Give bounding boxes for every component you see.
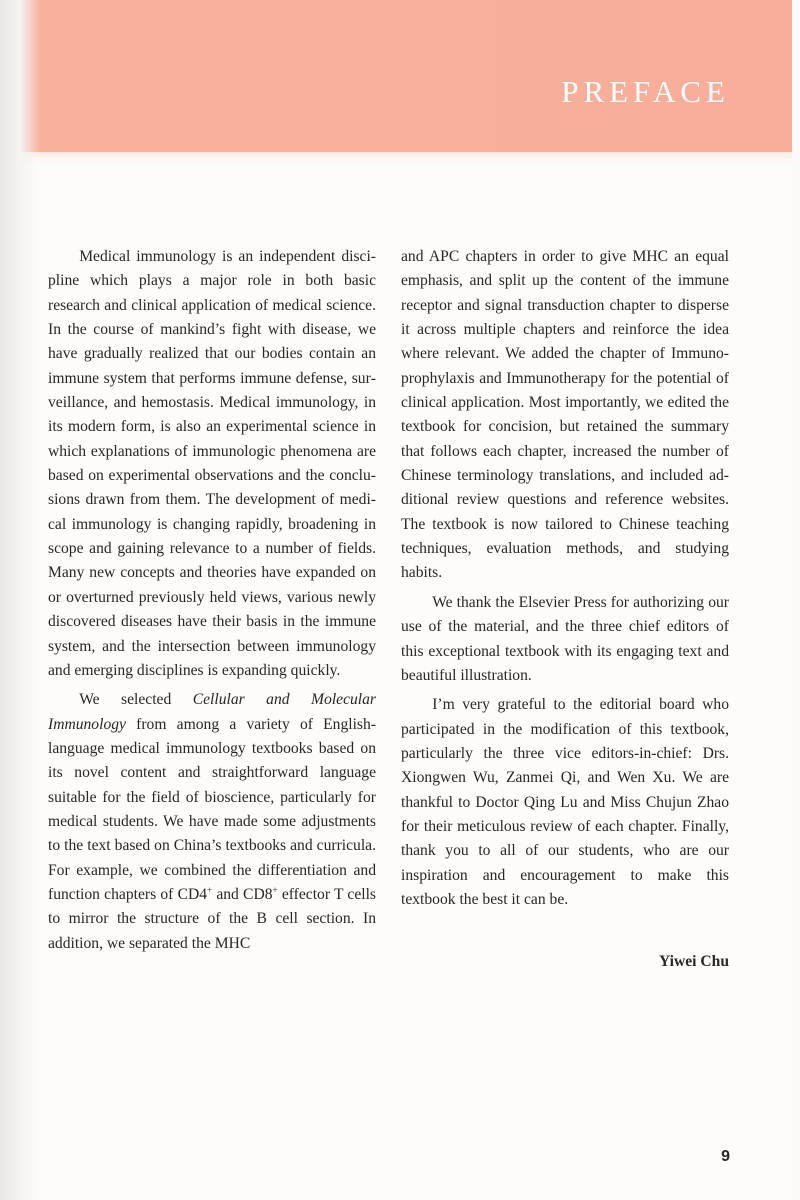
superscript-plus: +: [207, 884, 213, 895]
text-run: from among a variety of English-language medical immunology textbooks based on its novel content and straightforward language suitable for the field of bioscience, particularly for medical students. We have made some adjustments to the text based on China’s textbooks and curricula. For example, we combined the differentiation and function chapters of CD4: [48, 715, 376, 903]
text-run: and CD8: [212, 885, 273, 903]
author-signature: Yiwei Chu: [658, 953, 729, 971]
paragraph-textbook-selection: [48, 688, 376, 956]
book-title: Cellular and Molecular Immunology: [48, 691, 376, 733]
text-run: effector T cells to mirror the structure of the B cell section. In addition, we separated the MHC: [48, 885, 376, 952]
header-band-fade: [0, 152, 792, 166]
page-right-edge: [792, 0, 800, 1200]
page-title: PREFACE: [561, 74, 730, 109]
paragraph-intro: Medical immunology is an independent discipline which plays a major role in both basic research and clinical application of medical science. In the course of mankind’s fight with disease, we have gradually realized that our bodies contain an immune system that performs immune defense, surveillance, and hemostasis. Medical immunology, in its modern form, is also an experimental science in which explanations of immunologic phenomena are based on experimental observations and the conclusions drawn from them. The development of medical immunology is changing rapidly, broadening in scope and gaining relevance to a number of fields. Many new concepts and theories have expanded on or overturned previously held views, various newly discovered diseases have their basis in the immune system, and the intersection between immunology and emerging disciplines is expanding quickly.: [48, 248, 376, 679]
paragraph-continued: and APC chapters in order to give MHC an equal emphasis, and split up the content of the immune receptor and signal transduction chapter to disperse it across multiple chapters and reinforce the idea where relevant. We added the chapter of Immunoprophylaxis and Immunotherapy for the potential of clinical application. Most importantly, we edited the textbook for concision, but retained the summary that follows each chapter, increased the number of Chinese terminology translations, and included additional review questions and reference websites. The textbook is now tailored to Chinese teaching techniques, evaluation methods, and studying habits.: [401, 248, 729, 582]
paragraph-thanks-publisher: We thank the Elsevier Press for authorizing our use of the material, and the three chief editors of this exceptional textbook with its engaging text and beautiful illustration.: [401, 593, 729, 684]
left-text-column: [48, 245, 376, 956]
text-run: We selected: [79, 691, 193, 709]
paragraph-acknowledgements: I’m very grateful to the editorial board who participated in the modification of this textbook, particularly the three vice editors-in-chief: Drs. Xiongwen Wu, Zanmei Qi, and Wen Xu. We are thankful to Doctor Qing Lu and Miss Chujun Zhao for their meticulous review of each chapter. Finally, thank you to all of our students, who are our inspiration and encouragement to make this textbook the best it can be.: [401, 696, 729, 908]
right-text-column: [401, 245, 729, 975]
page-number: 9: [721, 1148, 730, 1165]
superscript-plus: +: [272, 884, 278, 895]
page-gutter-shadow: [0, 0, 40, 1200]
